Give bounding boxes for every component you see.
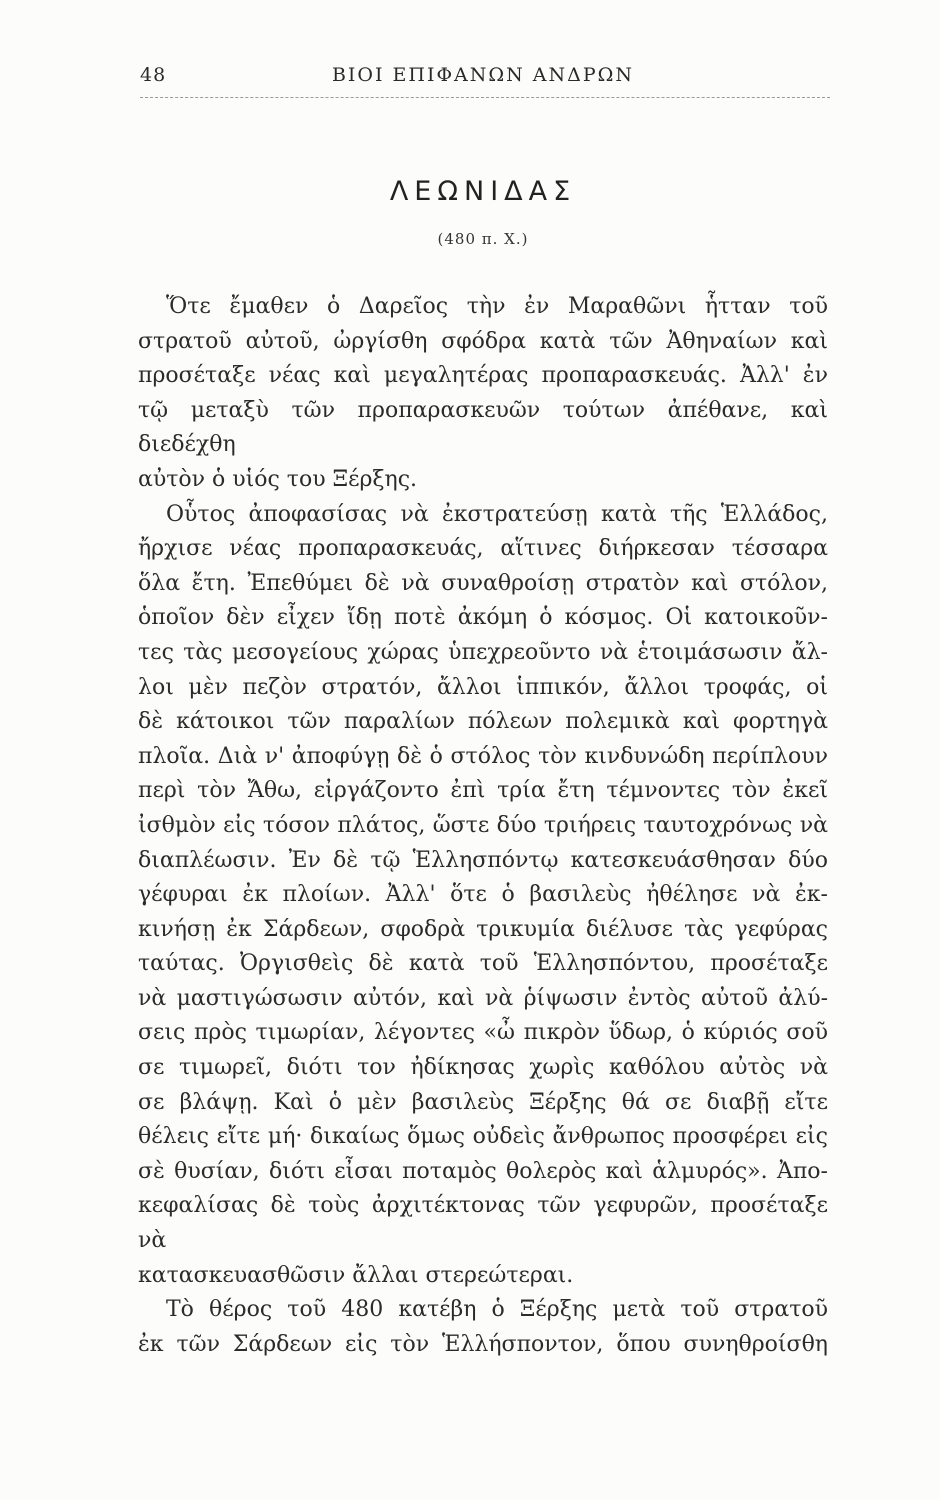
text-line: γέφυραι ἐκ πλοίων. Ἀλλ' ὅτε ὁ βασιλεὺς ἠθέλησε νὰ ἐκ- [138, 882, 828, 908]
text-line: θέλεις εἴτε μή· δικαίως ὅμως οὐδεὶς ἄνθρωπος προσφέρει εἰς [138, 1124, 828, 1150]
text-line: σε τιμωρεῖ, διότι τον ἠδίκησας χωρὶς καθόλου αὐτὸς νὰ [138, 1055, 828, 1081]
header-divider [140, 97, 830, 98]
text-line: κατασκευασθῶσιν ἄλλαι στερεώτεραι. [138, 1262, 574, 1288]
text-line: δὲ κάτοικοι τῶν παραλίων πόλεων πολεμικὰ καὶ φορτηγὰ [138, 709, 828, 735]
text-line: τῷ μεταξὺ τῶν προπαρασκευῶν τούτων ἀπέθανε, καὶ διεδέχθη [138, 397, 828, 458]
text-line: διαπλέωσιν. Ἐν δὲ τῷ Ἑλλησπόντῳ κατεσκευάσθησαν δύο [138, 847, 828, 873]
chapter-title: ΛΕΩΝΙΔΑΣ [389, 176, 577, 207]
text-line: πλοῖα. Διὰ ν' ἀποφύγῃ δὲ ὁ στόλος τὸν κινδυνώδη περίπλουν [138, 743, 828, 769]
running-head [138, 60, 828, 92]
text-line: νὰ μαστιγώσωσιν αὐτόν, καὶ νὰ ῥίψωσιν ἐντὸς αὐτοῦ ἀλύ- [138, 985, 828, 1011]
running-head-title: ΒΙΟΙ ΕΠΙΦΑΝΩΝ ΑΝΔΡΩΝ [331, 64, 635, 86]
text-line: ἐκ τῶν Σάρδεων εἰς τὸν Ἑλλήσποντον, ὅπου συνηθροίσθη [138, 1331, 828, 1357]
text-line: προσέταξε νέας καὶ μεγαλητέρας προπαρασκευάς. Ἀλλ' ἐν [138, 363, 828, 389]
text-line: Ὅτε ἔμαθεν ὁ Δαρεῖος τὴν ἐν Μαραθῶνι ἧτταν τοῦ [166, 294, 828, 319]
text-line: ἤρχισε νέας προπαρασκευάς, αἵτινες διήρκεσαν τέσσαρα [138, 536, 828, 562]
text-line: λοι μὲν πεζὸν στρατόν, ἄλλοι ἱππικόν, ἄλλοι τροφάς, οἱ [138, 674, 828, 700]
page-number: 48 [140, 64, 167, 86]
text-line: ὁποῖον δὲν εἶχεν ἴδῃ ποτὲ ἀκόμη ὁ κόσμος. Οἱ κατοικοῦν- [138, 605, 828, 631]
text-line: ὅλα ἔτη. Ἐπεθύμει δὲ νὰ συναθροίσῃ στρατὸν καὶ στόλον, [138, 570, 828, 596]
chapter-date: (480 π. Χ.) [437, 230, 529, 248]
text-line: κινήσῃ ἐκ Σάρδεων, σφοδρὰ τρικυμία διέλυσε τὰς γεφύρας [138, 916, 828, 942]
text-line: ταύτας. Ὀργισθεὶς δὲ κατὰ τοῦ Ἑλλησπόντου, προσέταξε [138, 951, 828, 977]
text-line: περὶ τὸν Ἄθω, εἰργάζοντο ἐπὶ τρία ἔτη τέμνοντες τὸν ἐκεῖ [138, 778, 828, 804]
text-line: σε βλάψῃ. Καὶ ὁ μὲν βασιλεὺς Ξέρξης θά σε διαβῇ εἴτε [138, 1089, 828, 1115]
text-line: αὐτὸν ὁ υἱός του Ξέρξης. [138, 466, 418, 492]
text-line: σὲ θυσίαν, διότι εἶσαι ποταμὸς θολερὸς καὶ ἁλμυρός». Ἀπο- [138, 1158, 828, 1184]
text-line: σεις πρὸς τιμωρίαν, λέγοντες «ὦ πικρὸν ὕδωρ, ὁ κύριός σοῦ [138, 1020, 828, 1046]
text-line: τες τὰς μεσογείους χώρας ὑπεχρεοῦντο νὰ ἑτοιμάσωσιν ἄλ- [138, 639, 828, 665]
text-line: Οὗτος ἀποφασίσας νὰ ἐκστρατεύσῃ κατὰ τῆς Ἑλλάδος, [166, 501, 828, 527]
text-line: στρατοῦ αὐτοῦ, ὠργίσθη σφόδρα κατὰ τῶν Ἀθηναίων καὶ [138, 328, 828, 354]
text-line: Τὸ θέρος τοῦ 480 κατέβη ὁ Ξέρξης μετὰ τοῦ στρατοῦ [166, 1297, 828, 1323]
text-line: κεφαλίσας δὲ τοὺς ἀρχιτέκτονας τῶν γεφυρῶν, προσέταξε νὰ [138, 1193, 828, 1254]
text-line: ἰσθμὸν εἰς τόσον πλάτος, ὥστε δύο τριήρεις ταυτοχρόνως νὰ [138, 812, 828, 838]
body-text [138, 290, 828, 1362]
